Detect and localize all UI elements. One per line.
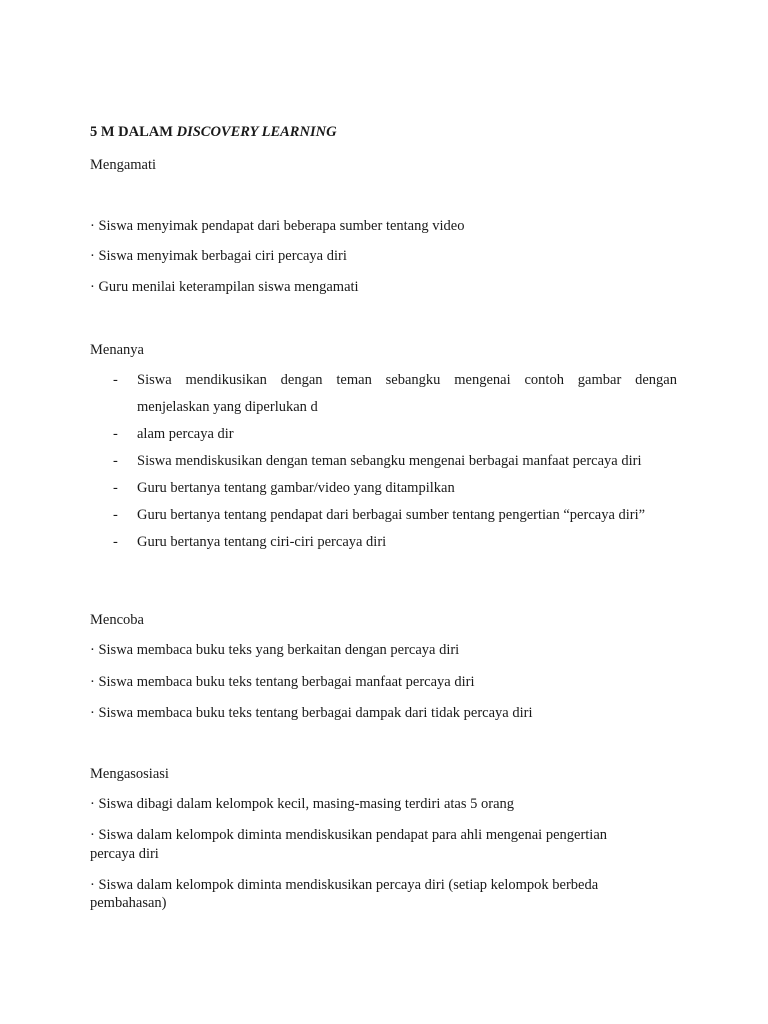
section-heading-mencoba: Mencoba bbox=[90, 612, 144, 628]
list-item: · Guru menilai keterampilan siswa mengamati bbox=[90, 279, 359, 295]
section-heading-menanya: Menanya bbox=[90, 342, 144, 358]
list-item: · Siswa membaca buku teks yang berkaitan dengan percaya diri bbox=[90, 642, 460, 658]
list-bullet: - bbox=[113, 480, 118, 496]
list-item: · Siswa membaca buku teks tentang berbagai dampak dari tidak percaya diri bbox=[90, 705, 533, 721]
list-item: · Siswa membaca buku teks tentang berbagai manfaat percaya diri bbox=[90, 674, 475, 690]
list-item-continuation: menjelaskan yang diperlukan d bbox=[137, 399, 318, 415]
list-item: Guru bertanya tentang ciri-ciri percaya diri bbox=[137, 534, 387, 550]
list-bullet: - bbox=[113, 426, 118, 442]
list-bullet: - bbox=[113, 534, 118, 550]
list-item: Guru bertanya tentang pendapat dari berbagai sumber tentang pengertian “percaya diri” bbox=[137, 507, 646, 523]
list-item-continuation: percaya diri bbox=[90, 846, 159, 862]
list-bullet: - bbox=[113, 507, 118, 523]
list-bullet: - bbox=[113, 453, 118, 469]
list-bullet: - bbox=[113, 372, 118, 388]
list-item: · Siswa menyimak pendapat dari beberapa sumber tentang video bbox=[90, 218, 465, 234]
list-item: Guru bertanya tentang gambar/video yang ditampilkan bbox=[137, 480, 455, 496]
list-item: · Siswa menyimak berbagai ciri percaya diri bbox=[90, 248, 347, 264]
list-item: Siswa mendiskusikan dengan teman sebangku mengenai berbagai manfaat percaya diri bbox=[137, 453, 642, 469]
list-item: · Siswa dalam kelompok diminta mendiskusikan pendapat para ahli mengenai pengertian bbox=[90, 827, 608, 843]
document-title bbox=[90, 123, 337, 141]
title-italic: DISCOVERY LEARNING bbox=[176, 124, 337, 140]
section-heading-mengamati: Mengamati bbox=[90, 157, 157, 173]
list-item: Siswa mendikusikan dengan teman sebangku mengenai contoh gambar dengan bbox=[137, 372, 677, 388]
list-item: alam percaya dir bbox=[137, 426, 234, 442]
title-prefix: 5 M DALAM bbox=[90, 124, 177, 140]
section-heading-mengasosiasi: Mengasosiasi bbox=[90, 766, 169, 782]
list-item-continuation: pembahasan) bbox=[90, 895, 167, 911]
list-item: · Siswa dibagi dalam kelompok kecil, masing-masing terdiri atas 5 orang bbox=[90, 796, 515, 812]
list-item: · Siswa dalam kelompok diminta mendiskusikan percaya diri (setiap kelompok berbeda bbox=[90, 877, 599, 893]
